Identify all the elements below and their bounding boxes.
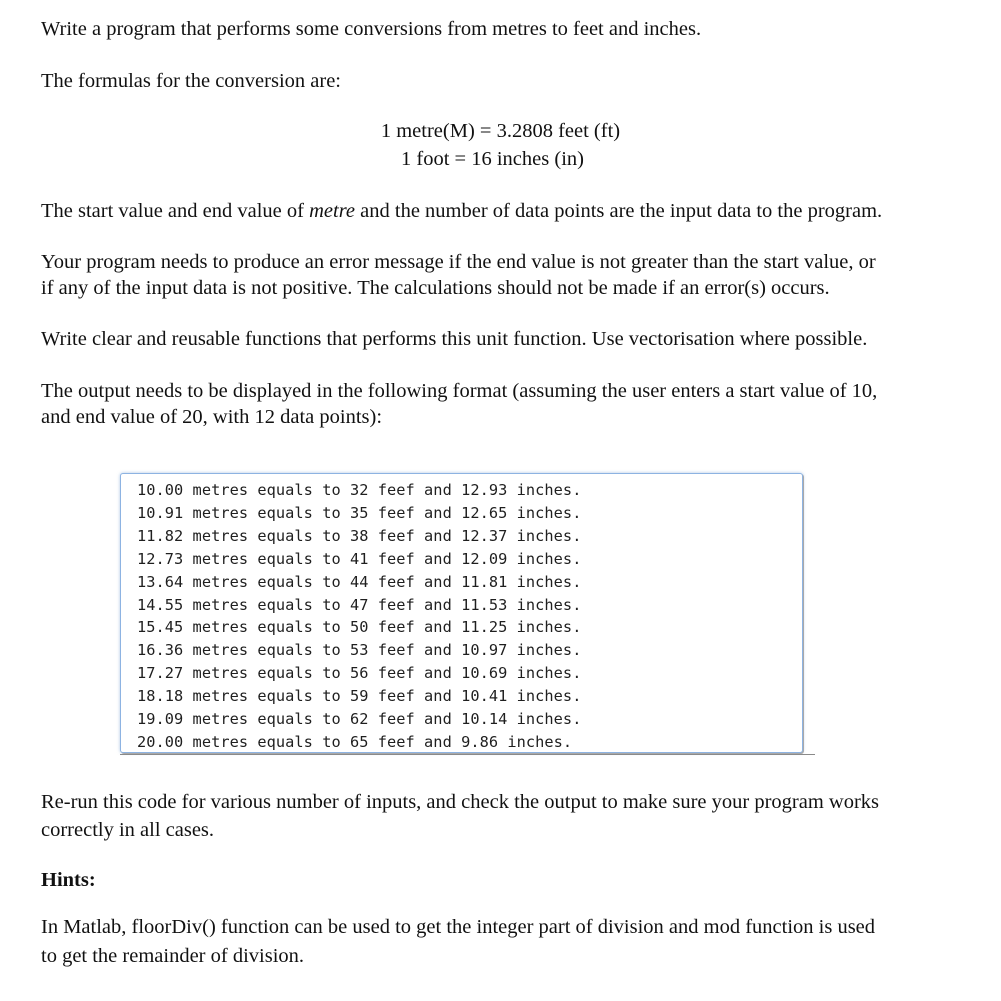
rerun-paragraph-line-2: correctly in all cases.: [41, 819, 215, 841]
hints-paragraph-line-2: to get the remainder of division.: [41, 945, 305, 967]
output-line: 20.00 metres equals to 65 feef and 9.86 inches.: [137, 732, 573, 751]
formula-metre-to-feet: 1 metre(M) = 3.2808 feet (ft): [380, 120, 621, 142]
output-line: 17.27 metres equals to 56 feef and 10.69 inches.: [137, 664, 582, 683]
hints-paragraph-line-1: In Matlab, floorDiv() function can be used to get the integer part of division and mod function is used: [41, 916, 876, 938]
sample-output-lines: [137, 479, 581, 754]
error-paragraph-line-1: Your program needs to produce an error message if the end value is not greater than the start value, or: [41, 251, 876, 273]
start-end-text-after: and the number of data points are the input data to the program.: [355, 200, 883, 222]
hints-heading: Hints:: [41, 869, 96, 891]
start-end-text-emphasis: metre: [309, 200, 356, 222]
output-line: 19.09 metres equals to 62 feef and 10.14 inches.: [137, 710, 582, 729]
error-paragraph-line-2: if any of the input data is not positive. The calculations should not be made if an error(s) occurs.: [41, 277, 830, 299]
formulas-intro: The formulas for the conversion are:: [41, 70, 341, 92]
formula-foot-to-inches: 1 foot = 16 inches (in): [401, 148, 584, 170]
output-format-line-1: The output needs to be displayed in the following format (assuming the user enters a start value of 10,: [41, 380, 878, 402]
output-format-line-2: and end value of 20, with 12 data points):: [41, 406, 383, 428]
sample-output-box: [120, 473, 803, 753]
output-line: 16.36 metres equals to 53 feef and 10.97 inches.: [137, 641, 582, 660]
start-end-text-before: The start value and end value of: [41, 200, 310, 222]
output-line: 14.55 metres equals to 47 feef and 11.53 inches.: [137, 595, 582, 614]
output-line: 18.18 metres equals to 59 feef and 10.41 inches.: [137, 687, 582, 706]
output-line: 11.82 metres equals to 38 feef and 12.37 inches.: [137, 526, 582, 545]
rerun-paragraph-line-1: Re-run this code for various number of inputs, and check the output to make sure your program works: [41, 791, 880, 813]
output-line: 10.91 metres equals to 35 feef and 12.65 inches.: [137, 503, 582, 522]
functions-paragraph: Write clear and reusable functions that performs this unit function. Use vectorisation where possible.: [41, 328, 868, 350]
output-line: 13.64 metres equals to 44 feef and 11.81 inches.: [137, 572, 582, 591]
output-line: 12.73 metres equals to 41 feef and 12.09 inches.: [137, 549, 582, 568]
start-end-paragraph: [41, 198, 971, 225]
output-line: 10.00 metres equals to 32 feef and 12.93 inches.: [137, 481, 582, 499]
output-box-divider: [120, 754, 815, 755]
intro-paragraph: Write a program that performs some conversions from metres to feet and inches.: [41, 18, 702, 40]
output-line: 15.45 metres equals to 50 feef and 11.25 inches.: [137, 618, 582, 637]
